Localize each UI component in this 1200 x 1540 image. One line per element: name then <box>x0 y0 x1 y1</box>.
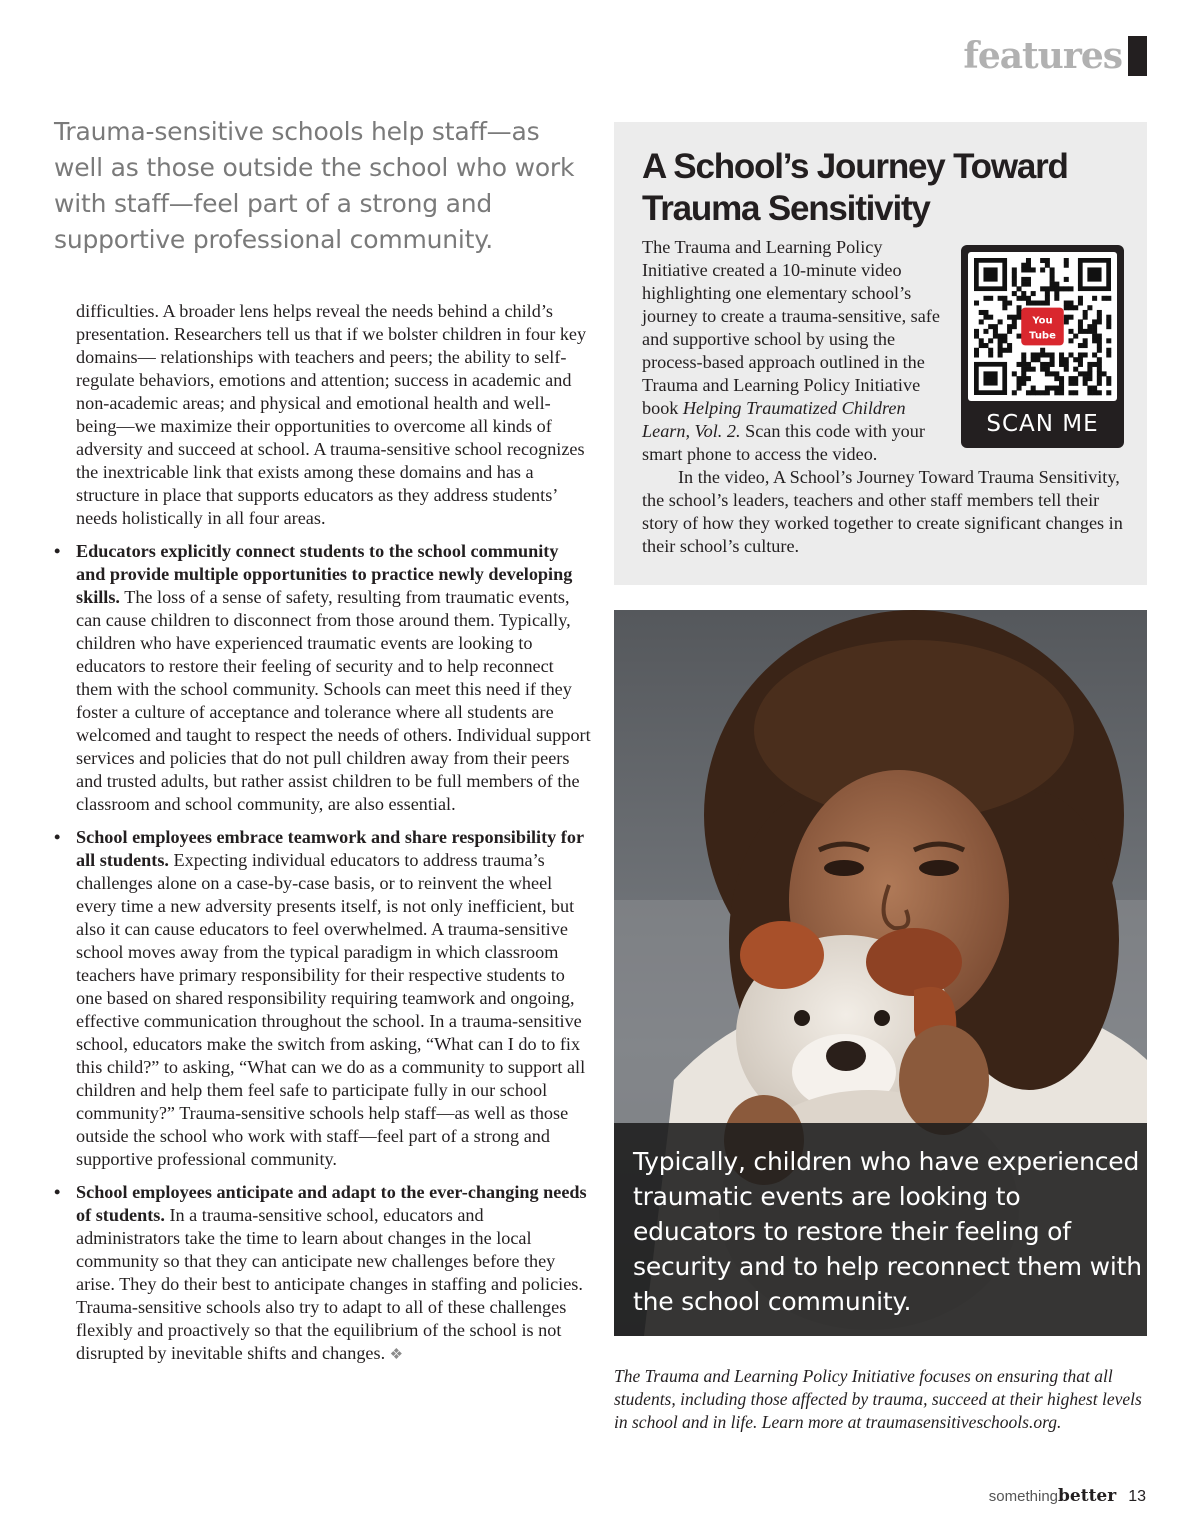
qr-code[interactable] <box>968 252 1117 401</box>
section-bar <box>1128 36 1147 76</box>
list-item <box>76 540 591 816</box>
sidebar-text-part: The Trauma and Learning Policy Initiative created a 10-minute video highlighting one elementary school’s journey to create a trauma-sensitive, safe and supportive school by using the process-based approach outlined in the Trauma and Learning Policy Initiative book <box>642 237 940 418</box>
sidebar-text <box>642 236 1132 558</box>
sidebar-paragraph: In the video, A School’s Journey Toward Trauma Sensitivity, the school’s leaders, teachers and other staff members tell their story of how they worked together to create significant changes in their school’s culture. <box>642 467 1123 556</box>
photo-caption: Typically, children who have experienced traumatic events are looking to educators to restore their feeling of security and to help reconnect them with the school community. <box>633 1147 1142 1316</box>
bullet-list <box>76 540 591 1367</box>
sidebar-box <box>614 122 1147 585</box>
qr-code-icon <box>968 252 1117 401</box>
publication-name-bold: better <box>1058 1486 1117 1506</box>
sidebar-text-part: Scan this code with your smart phone to access the video. <box>642 421 925 464</box>
photo-caption-box <box>614 1123 1147 1336</box>
scan-me-label: SCAN ME <box>986 411 1099 437</box>
sidebar-title: A School’s Journey Toward Trauma Sensitivity <box>642 147 1068 228</box>
bullet-text: The loss of a sense of safety, resulting from traumatic events, can cause children to disconnect from those around them. Typically, children who have experienced traumatic events are looking to educators to restore their feeling of security and to help reconnect them with the school community. Schools can meet this need if they foster a culture of acceptance and tolerance where all students are welcomed and taught to respect the needs of others. Individual support services and policies that do not pull children away from their peers and trusted adults, but rather assist children to be full members of the classroom and school community, are also essential. <box>76 587 591 814</box>
pull-quote: Trauma-sensitive schools help staff—as well as those outside the school who work with staff—feel part of a strong and supportive professional community. <box>54 117 575 254</box>
bullet-text: Expecting individual educators to address trauma’s challenges alone on a case-by-case basis, or to reinvent the wheel every time a new adversity presents itself, is not only inefficient, but also it can cause educators to feel overwhelmed. A trauma-sensitive school moves away from the typical paradigm in which classroom teachers have primary responsibility for their respective students to one based on shared responsibility requiring teamwork and ongoing, effective communication throughout the school. In a trauma-sensitive school, educators make the switch from asking, “What can I do to fix this child?” to asking, “What can we do as a community to support all children and help them feel safe to participate fully in our school community?” Trauma-sensitive schools help staff—as well as those outside the school who work with staff—feel part of a strong and supportive professional community. <box>76 850 586 1169</box>
book-title: Helping Traumatized Children Learn, Vol. 2. <box>642 398 906 441</box>
publication-name-light: something <box>988 1488 1059 1505</box>
page-footer <box>989 1486 1146 1507</box>
footnote: The Trauma and Learning Policy Initiative focuses on ensuring that all students, including those affected by trauma, succeed at their highest levels in school and in life. Learn more at traumasensitiveschools.org. <box>614 1366 1142 1432</box>
bullet-heading: Educators explicitly connect students to the school community and provide multiple opportunities to practice newly developing skills. <box>76 541 573 607</box>
list-item <box>76 1181 591 1367</box>
article-body <box>76 300 591 1367</box>
bullet-heading: School employees anticipate and adapt to the ever-changing needs of students. <box>76 1182 587 1225</box>
article-intro: difficulties. A broader lens helps reveal the needs behind a child’s presentation. Researchers tell us that if we bolster children in four key domains— relationships with teachers and peers; the ability to self-regulate behaviors, emotions and attention; success in academic and non-academic areas; and physical and emotional health and well-being—we maximize their opportunities to overcome all kinds of adversity and succeed at school. A trauma-sensitive school recognizes the inextricable link that exists among these domains and has a structure in place that supports educators as they address students’ needs holistically in all four areas. <box>76 301 587 528</box>
qr-code-card[interactable] <box>961 245 1124 448</box>
photo <box>614 610 1147 1336</box>
end-mark-icon: ❖ <box>389 1347 404 1363</box>
list-item <box>76 826 591 1171</box>
bullet-text: In a trauma-sensitive school, educators and administrators take the time to learn about changes in the local community so that they can anticipate new challenges before they arise. They do their best to anticipate changes in staffing and policies. Trauma-sensitive schools also try to adapt to all of these challenges flexibly and proactively so that the equilibrium of the school is not disrupted by inevitable shifts and changes. <box>76 1205 583 1363</box>
youtube-logo-text: You <box>1032 315 1053 327</box>
section-label: features <box>963 35 1122 77</box>
page-number: 13 <box>1128 1488 1146 1505</box>
youtube-logo-text: Tube <box>1029 330 1056 342</box>
bullet-heading: School employees embrace teamwork and share responsibility for all students. <box>76 827 584 870</box>
